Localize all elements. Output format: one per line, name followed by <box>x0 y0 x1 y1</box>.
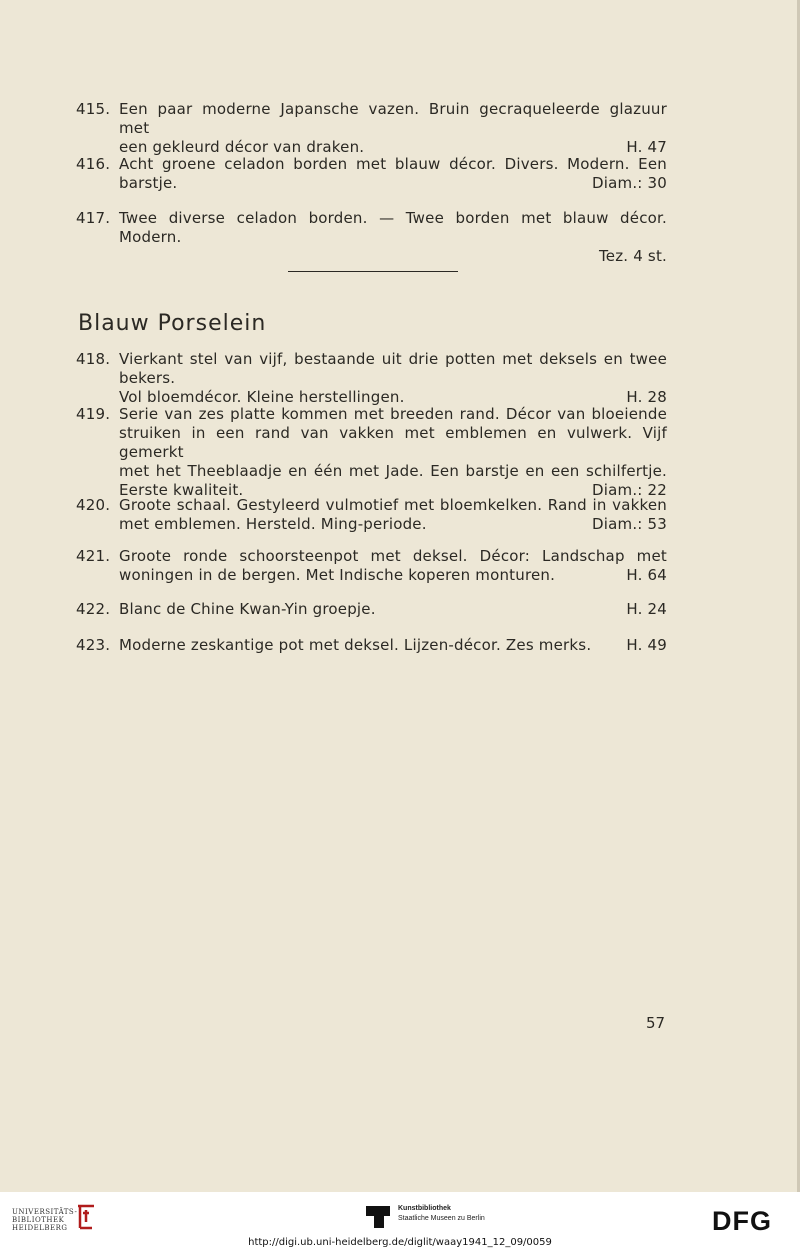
section-title: Blauw Porselein <box>78 311 267 336</box>
entry-number: 415. <box>76 100 111 118</box>
catalog-entry-421 <box>76 547 667 585</box>
entry-text-last: Blanc de Chine Kwan-Yin groepje. <box>119 600 376 618</box>
entry-measure: H. 28 <box>626 388 667 406</box>
entry-number: 418. <box>76 350 111 368</box>
entry-text-last: Moderne zeskantige pot met deksel. Lijzen-décor. Zes merks. <box>119 636 592 654</box>
entry-number: 421. <box>76 547 111 565</box>
entry-text-line: Groote schaal. Gestyleerd vulmotief met bloemkelken. Rand in vakken <box>119 496 667 514</box>
section-divider <box>288 271 458 272</box>
entry-text-last: met emblemen. Hersteld. Ming-periode. <box>119 515 427 533</box>
entry-text-line: Vierkant stel van vijf, bestaande uit drie potten met deksels en twee bekers. <box>119 350 667 387</box>
entry-measure: Diam.: 22 <box>592 481 667 499</box>
entry-number: 417. <box>76 209 111 227</box>
dfg-logo: DFG <box>712 1206 772 1236</box>
entry-text-line: struiken in een rand van vakken met emblemen en vulwerk. Vijf gemerkt <box>119 424 667 461</box>
entry-text-last: Vol bloemdécor. Kleine herstellingen. <box>119 388 405 406</box>
entry-text-last: Eerste kwaliteit. <box>119 481 244 499</box>
university-library-label: UNIVERSITÄTS- BIBLIOTHEK HEIDELBERG <box>12 1208 78 1232</box>
entry-measure: H. 47 <box>626 138 667 156</box>
entry-text-line: met het Theeblaadje en één met Jade. Een barstje en een schilfertje. <box>119 462 667 480</box>
entry-text-line: Twee diverse celadon borden. — Twee borden met blauw décor. Modern. <box>119 209 667 246</box>
entry-number: 423. <box>76 636 111 654</box>
entry-number: 416. <box>76 155 111 173</box>
page-number: 57 <box>646 1014 666 1032</box>
catalog-entry-423 <box>76 636 667 655</box>
entry-measure: H. 64 <box>626 566 667 584</box>
entry-measure: Tez. 4 st. <box>598 247 667 265</box>
catalog-entry-419 <box>76 405 667 500</box>
catalog-entry-422 <box>76 600 667 619</box>
kunstbibliothek-label: Kunstbibliothek Staatliche Museen zu Berlin <box>398 1205 485 1222</box>
entry-text-line: Acht groene celadon borden met blauw décor. Divers. Modern. Een <box>119 155 667 173</box>
entry-text-line: Serie van zes platte kommen met breeden rand. Décor van bloeiende <box>119 405 667 423</box>
kunstbibliothek-logo-icon <box>366 1206 390 1228</box>
catalog-entry-417 <box>76 209 667 266</box>
entry-measure: H. 49 <box>626 636 667 654</box>
entry-measure: H. 24 <box>626 600 667 618</box>
entry-text-line: Een paar moderne Japansche vazen. Bruin gecraqueleerde glazuur met <box>119 100 667 137</box>
entry-measure: Diam.: 30 <box>592 174 667 192</box>
entry-measure: Diam.: 53 <box>592 515 667 533</box>
entry-number: 420. <box>76 496 111 514</box>
entry-text-last: barstje. <box>119 174 178 192</box>
catalog-entry-420 <box>76 496 667 534</box>
entry-text-line: Groote ronde schoorsteenpot met deksel. Décor: Landschap met <box>119 547 667 565</box>
catalog-entry-416 <box>76 155 667 193</box>
catalog-entry-415 <box>76 100 667 157</box>
catalog-entry-418 <box>76 350 667 407</box>
entry-text-last: woningen in de bergen. Met Indische koperen monturen. <box>119 566 556 584</box>
entry-text-last: een gekleurd décor van draken. <box>119 138 365 156</box>
entry-number: 419. <box>76 405 111 423</box>
digitization-footer <box>0 1192 800 1251</box>
entry-number: 422. <box>76 600 111 618</box>
source-url-link[interactable]: http://digi.ub.uni-heidelberg.de/diglit/waay1941_12_09/0059 <box>248 1237 552 1248</box>
university-emblem-icon <box>74 1204 98 1230</box>
